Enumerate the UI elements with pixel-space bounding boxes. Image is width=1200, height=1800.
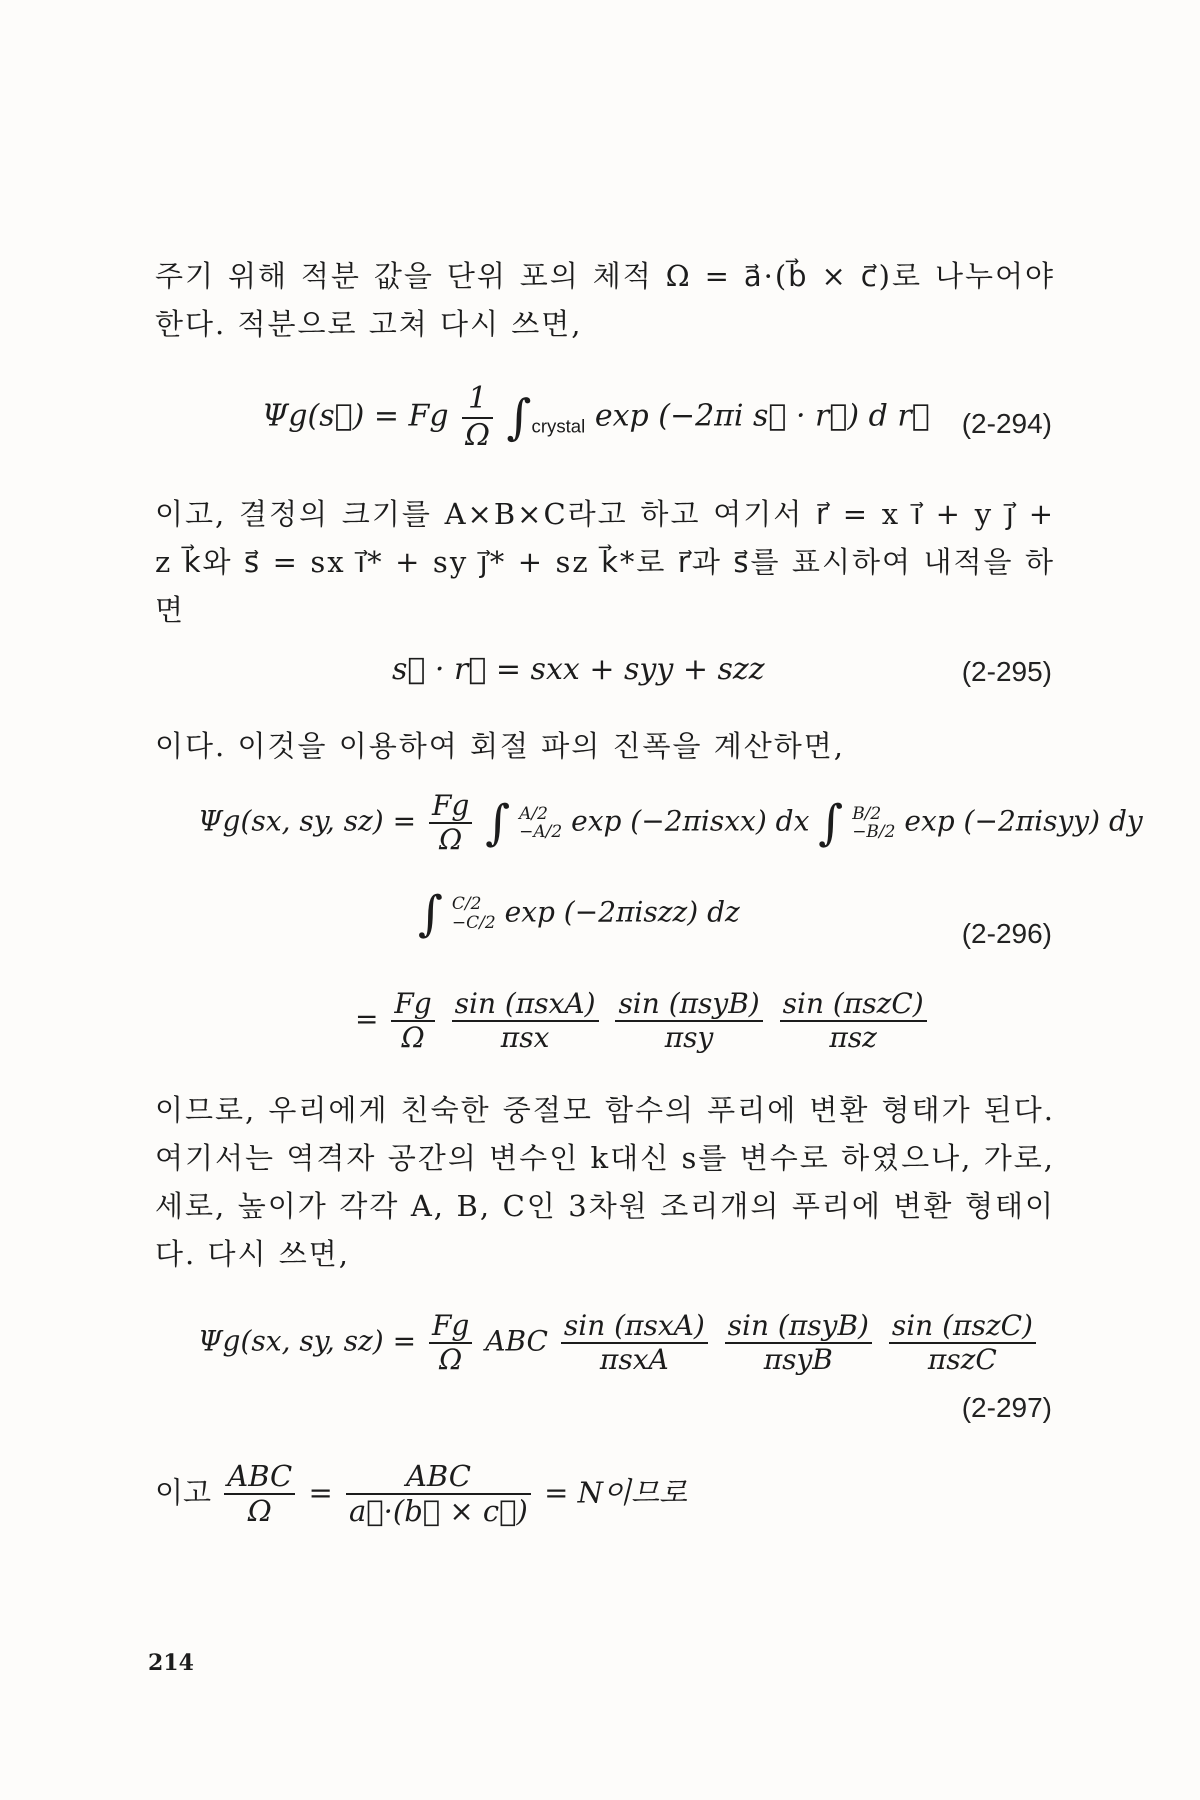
eq296-frac-num: Fg	[429, 790, 472, 824]
final-equals: =	[308, 1475, 333, 1510]
eq297-mid: ABC	[485, 1324, 548, 1358]
eq294-fraction	[462, 382, 493, 453]
equation-2-296-line1	[198, 790, 1143, 856]
eq297-n3: sin (πszC)	[889, 1310, 1036, 1344]
eq297-frac2	[725, 1310, 872, 1376]
eq294-body: exp (−2πi s⃗ · r⃗) d r⃗	[594, 398, 930, 434]
eq296-int2-limits	[852, 805, 895, 842]
final-num1: ABC	[224, 1460, 295, 1495]
integral-sign: ∫	[418, 886, 444, 942]
page-number: 214	[148, 1650, 194, 1676]
eq296-r-den1: πsx	[500, 1021, 550, 1055]
final-den1: Ω	[247, 1494, 272, 1529]
eq297-frac3	[889, 1310, 1036, 1376]
paragraph-1: 주기 위해 적분 값을 단위 포의 체적 Ω = a⃗·(b⃗ × c⃗)로 나누어야 한다. 적분으로 고쳐 다시 쓰면,	[155, 259, 1055, 341]
eq296-int3-lower: −C/2	[451, 913, 496, 933]
integral-sign: ∫	[818, 795, 844, 852]
equation-2-297	[198, 1310, 1040, 1376]
final-line	[155, 1460, 687, 1529]
eq296-r-num2: sin (πsyB)	[615, 988, 762, 1022]
eq296-frac-den: Ω	[439, 823, 463, 857]
eq297-frac1	[561, 1310, 708, 1376]
eq296-result-frac1	[452, 988, 599, 1054]
eq297-n1: sin (πsxA)	[561, 1310, 708, 1344]
eq297-frac-den: Ω	[439, 1343, 463, 1377]
eq294-frac-num: 1	[462, 382, 493, 419]
eq294-frac-den: Ω	[465, 417, 490, 453]
equation-2-296-line2	[418, 886, 740, 942]
final-prefix: 이고	[155, 1475, 212, 1510]
eq296-int2-upper: B/2	[852, 803, 882, 824]
eq297-d2: πsyB	[763, 1343, 833, 1377]
eq296-body3: exp (−2πiszz) dz	[504, 895, 740, 929]
eq296-result-frac3	[780, 988, 927, 1054]
final-frac1	[224, 1460, 295, 1529]
eq297-fraction	[429, 1310, 472, 1376]
eq296-int3-limits	[452, 895, 496, 932]
paragraph-4: 이므로, 우리에게 친숙한 중절모 함수의 푸리에 변환 형태가 된다. 여기서는 역격자 공간의 변수인 k대신 s를 변수로 하였으나, 가로, 세로, 높이가 각각 A, B, C인 3차원 조리개의 푸리에 변환 형태이다. 다시 쓰면,	[155, 1093, 1055, 1271]
eq296-result-frac2	[615, 988, 762, 1054]
eq297-d3: πszC	[927, 1343, 997, 1377]
eq296-r-num3: sin (πszC)	[780, 988, 927, 1022]
eq296-r-den3: πsz	[829, 1021, 877, 1055]
final-den2: a⃗·(b⃗ × c⃗)	[348, 1494, 528, 1529]
eq297-frac-num: Fg	[429, 1310, 472, 1344]
eq296-result-fg	[391, 988, 434, 1054]
eq296-body1: exp (−2πisxx) dx	[571, 804, 810, 838]
final-num2: ABC	[346, 1460, 531, 1495]
eq296-int3-upper: C/2	[451, 894, 482, 915]
eq-number-295: (2-295)	[961, 656, 1052, 687]
paragraph-3: 이다. 이것을 이용하여 회절 파의 진폭을 계산하면,	[155, 729, 846, 763]
eq-number-297: (2-297)	[961, 1392, 1052, 1423]
eq296-int1-lower: −A/2	[519, 822, 563, 843]
final-frac2	[346, 1460, 531, 1529]
equation-2-294	[262, 382, 930, 453]
integral-sign: ∫	[485, 795, 511, 852]
eq297-lhs: Ψg(sx, sy, sz) =	[198, 1324, 417, 1358]
equation-2-295: s⃗ · r⃗ = sxx + syy + szz	[392, 652, 765, 687]
final-suffix: = N이므로	[544, 1475, 688, 1510]
eq296-int1-upper: A/2	[519, 803, 548, 824]
eq296-lhs: Ψg(sx, sy, sz) =	[198, 804, 417, 838]
eq294-lhs: Ψg(s⃗) = Fg	[262, 398, 449, 434]
eq296-r-den2: πsy	[664, 1021, 714, 1055]
eq297-n2: sin (πsyB)	[725, 1310, 872, 1344]
eq296-fraction	[429, 790, 472, 856]
eq296-r-num1: sin (πsxA)	[452, 988, 599, 1022]
paragraph-2: 이고, 결정의 크기를 A×B×C라고 하고 여기서 r⃗ = x i⃗ + y j⃗ + z k⃗와 s⃗ = sx i⃗* + sy j⃗* + sz k⃗*로 r⃗과 s⃗를 표시하여 내적을 하면	[155, 497, 1055, 627]
eq-number-296: (2-296)	[961, 918, 1052, 949]
eq296-r-fg-num: Fg	[391, 988, 434, 1022]
eq-number-294: (2-294)	[961, 408, 1052, 439]
eq297-d1: πsxA	[599, 1343, 669, 1377]
eq296-int1-limits	[519, 805, 562, 842]
eq294-int-sub: crystal	[531, 415, 586, 437]
eq296-result-equals: =	[355, 1002, 379, 1036]
equation-2-296-result	[355, 988, 931, 1054]
eq296-body2: exp (−2πisyy) dy	[904, 804, 1143, 838]
eq296-int2-lower: −B/2	[852, 822, 896, 843]
eq296-r-fg-den: Ω	[401, 1021, 425, 1055]
integral-sign: ∫	[506, 389, 532, 446]
